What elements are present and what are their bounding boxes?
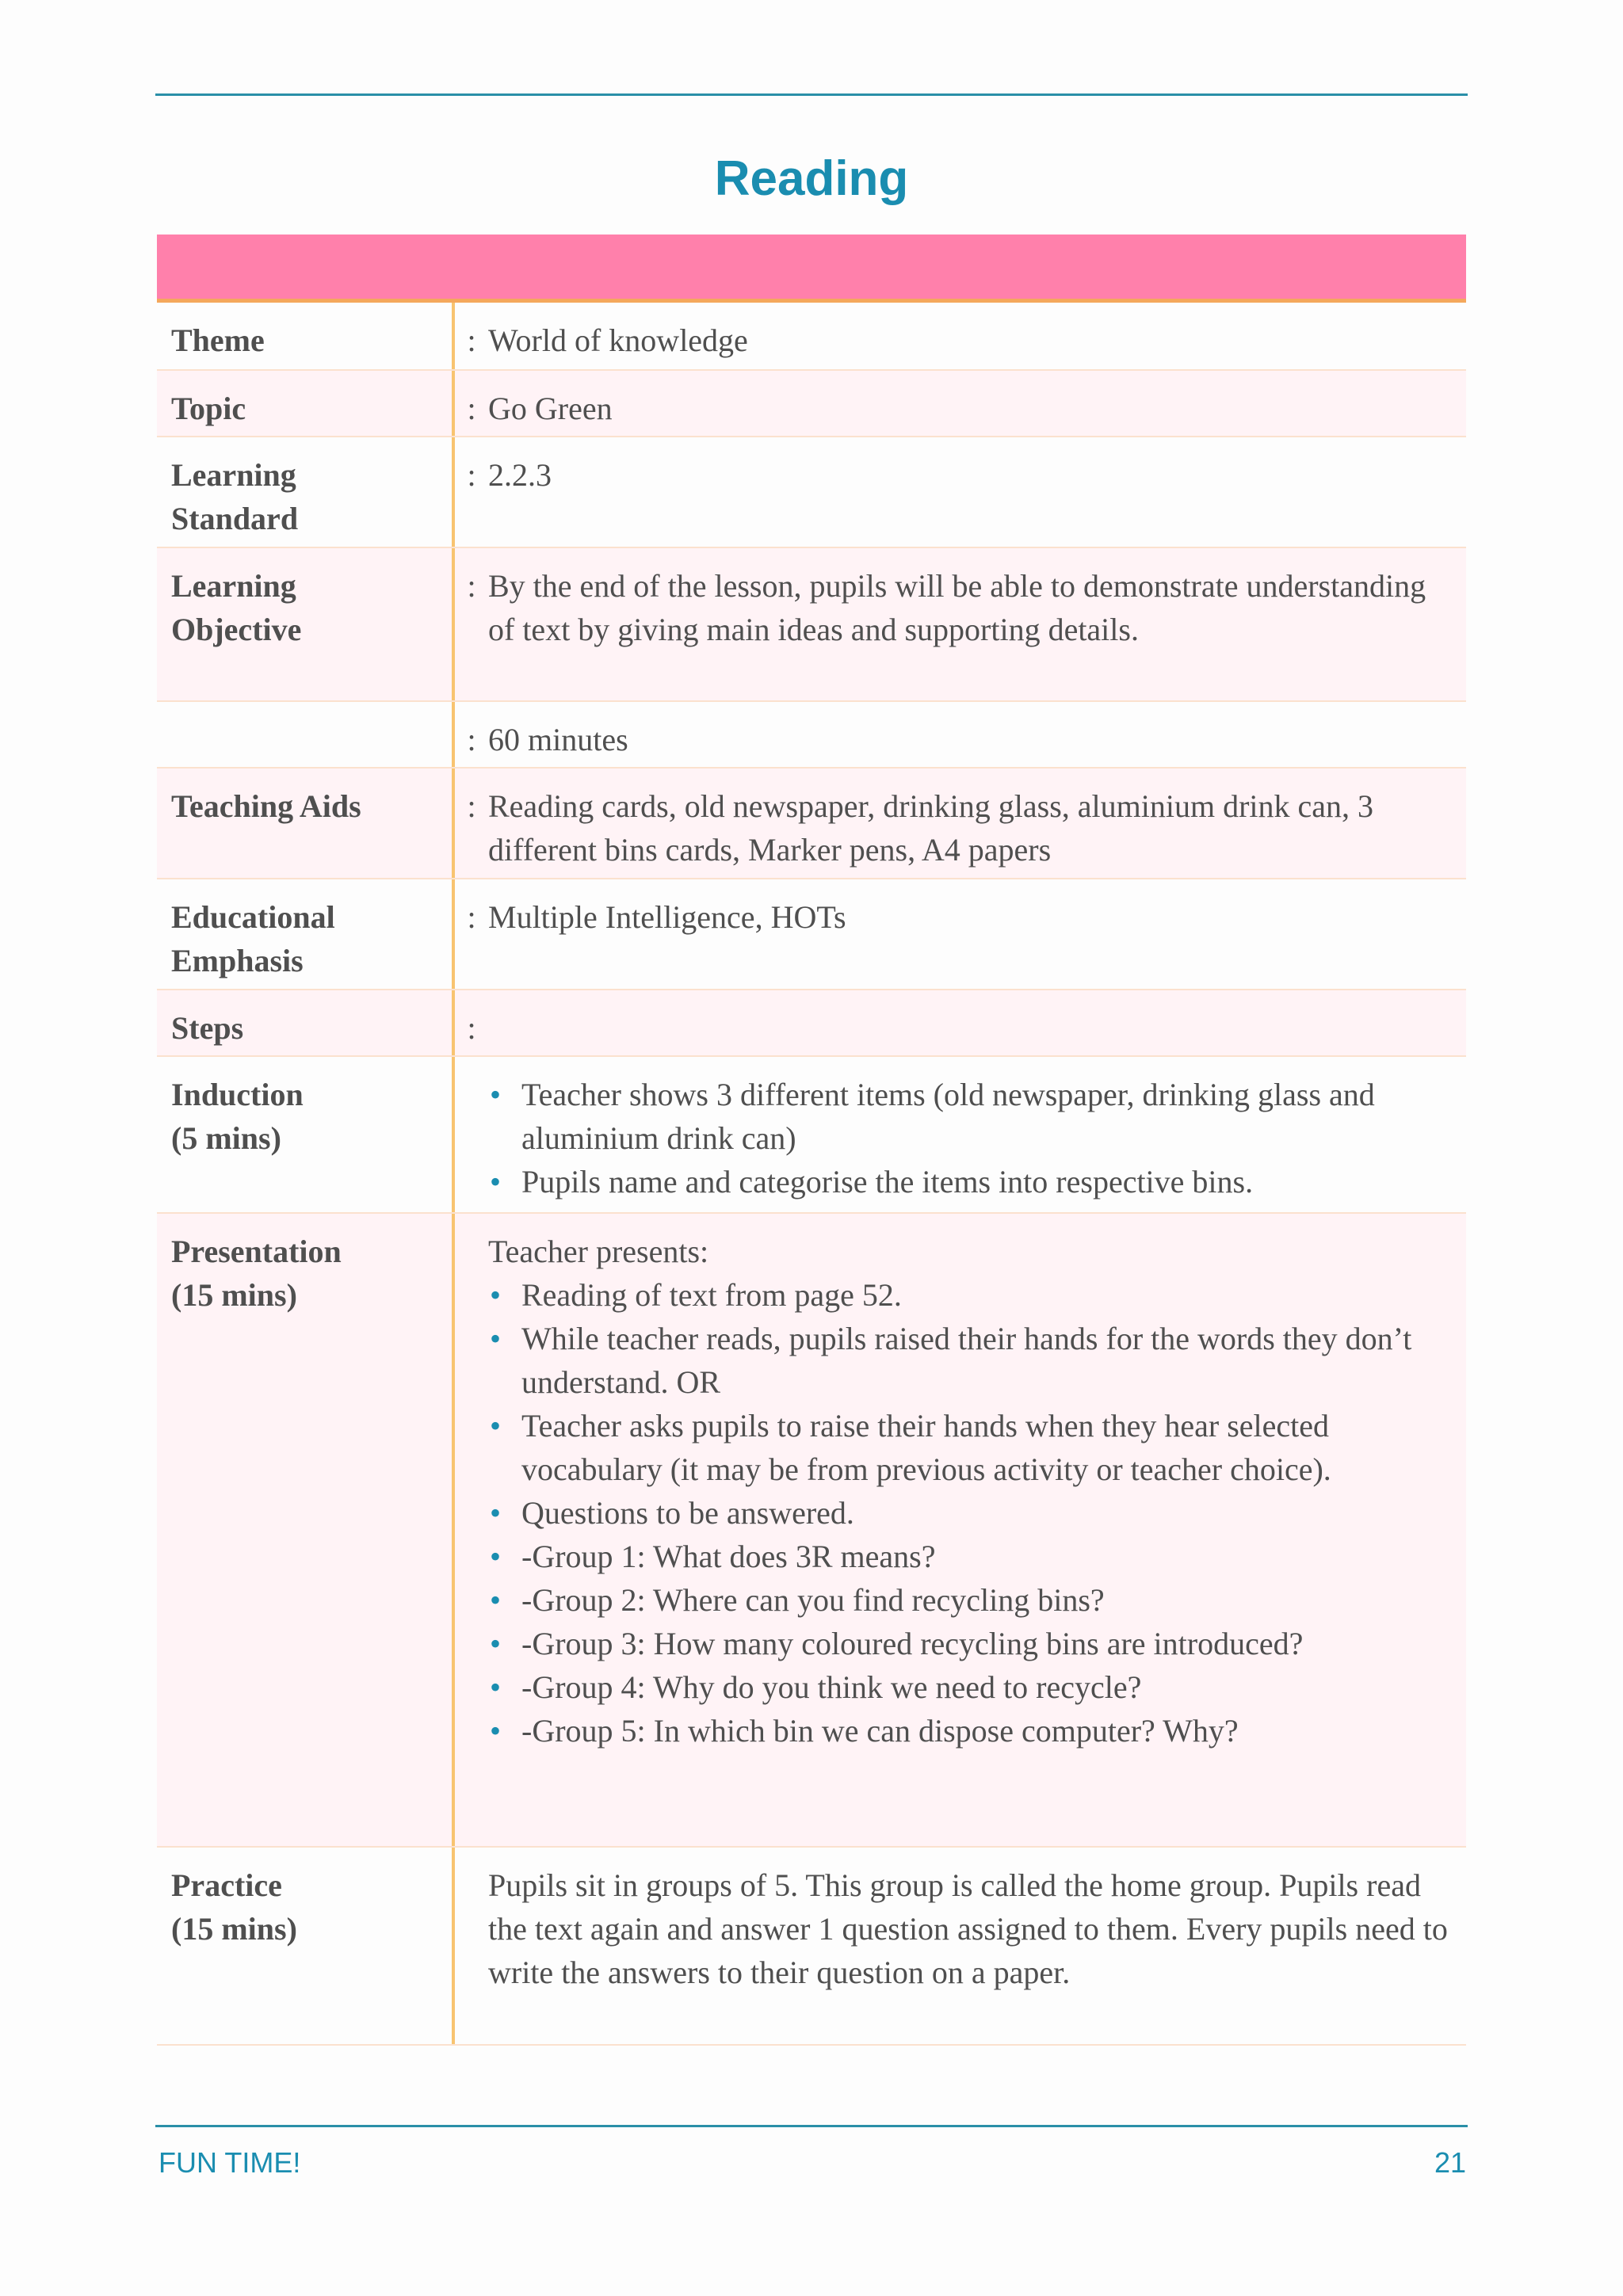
page-title: Reading	[714, 151, 909, 206]
table-row-practice	[157, 1848, 1466, 2046]
row-label	[157, 1057, 455, 1212]
list-item: • Teacher asks pupils to raise their hands when they hear selected vocabulary (it may be from previous activity or teacher choice).	[488, 1404, 1453, 1491]
table-row-teaching-aids	[157, 769, 1466, 879]
row-label	[157, 1214, 455, 1846]
row-colon: :	[467, 1010, 476, 1046]
footer-book-title: FUN TIME!	[158, 2146, 301, 2179]
table-row-presentation	[157, 1214, 1466, 1848]
step-name: Practice	[171, 1867, 282, 1903]
step-name: Induction	[171, 1077, 304, 1112]
presentation-bullet-list	[488, 1273, 1453, 1753]
row-value: Reading cards, old newspaper, drinking glass, aluminium drink can, 3 different bins cards, Marker pens, A4 papers	[488, 788, 1374, 868]
top-divider	[155, 93, 1468, 96]
step-duration: (15 mins)	[171, 1911, 297, 1947]
row-value: By the end of the lesson, pupils will be able to demonstrate understanding of text by giving main ideas and supporting details.	[488, 568, 1426, 647]
row-value: 2.2.3	[488, 457, 552, 493]
page-number: 21	[1434, 2146, 1466, 2179]
row-label: Topic	[157, 371, 455, 436]
table-row-theme	[157, 303, 1466, 371]
table-row-learning-standard	[157, 437, 1466, 548]
row-colon-spacer	[455, 1057, 488, 1212]
list-item: • Reading of text from page 52.	[488, 1273, 1453, 1317]
step-duration: (15 mins)	[171, 1277, 297, 1313]
list-item: • Questions to be answered.	[488, 1491, 1453, 1535]
table-row-topic	[157, 371, 1466, 437]
row-colon: :	[467, 391, 476, 426]
row-colon-spacer	[455, 1214, 488, 1846]
row-label: Learning Standard	[157, 437, 455, 547]
induction-bullet-list	[488, 1073, 1453, 1203]
table-row-learning-objective	[157, 548, 1466, 702]
row-value: World of knowledge	[488, 322, 748, 358]
bottom-divider	[155, 2125, 1468, 2127]
lesson-table	[157, 303, 1466, 2046]
header-band	[157, 235, 1466, 303]
row-value: 60 minutes	[488, 722, 628, 757]
row-label: Teaching Aids	[157, 769, 455, 878]
list-item: • While teacher reads, pupils raised their hands for the words they don’t understand. OR	[488, 1317, 1453, 1404]
row-colon: :	[467, 788, 476, 824]
list-item: • -Group 3: How many coloured recycling bins are introduced?	[488, 1622, 1453, 1665]
row-label	[157, 1848, 455, 2044]
row-value: Go Green	[488, 391, 613, 426]
list-item: • Pupils name and categorise the items into respective bins.	[488, 1160, 1453, 1203]
row-colon-spacer	[455, 1848, 488, 2044]
list-item: • -Group 4: Why do you think we need to recycle?	[488, 1665, 1453, 1709]
row-label: Steps	[157, 990, 455, 1055]
step-duration: (5 mins)	[171, 1120, 281, 1156]
row-colon: :	[467, 457, 476, 493]
list-item: • -Group 2: Where can you find recycling bins?	[488, 1578, 1453, 1622]
row-value	[488, 990, 1466, 1055]
table-row-duration	[157, 702, 1466, 769]
row-value	[488, 1057, 1466, 1212]
row-colon: :	[467, 568, 476, 604]
list-item: • -Group 1: What does 3R means?	[488, 1535, 1453, 1578]
row-label	[157, 702, 455, 767]
row-label: Educational Emphasis	[157, 879, 455, 989]
row-value	[488, 1214, 1466, 1846]
row-colon: :	[467, 899, 476, 935]
step-name: Presentation	[171, 1234, 342, 1269]
row-label: Learning Objective	[157, 548, 455, 700]
list-item: • -Group 5: In which bin we can dispose computer? Why?	[488, 1709, 1453, 1753]
row-value: Pupils sit in groups of 5. This group is called the home group. Pupils read the text again and answer 1 question assigned to them. Every pupils need to write the answers to their question on a paper.	[488, 1867, 1448, 1990]
row-colon: :	[467, 322, 476, 358]
list-item: • Teacher shows 3 different items (old newspaper, drinking glass and aluminium drink can)	[488, 1073, 1453, 1160]
presentation-intro: Teacher presents:	[488, 1234, 709, 1269]
row-value: Multiple Intelligence, HOTs	[488, 899, 846, 935]
table-row-educational-emphasis	[157, 879, 1466, 990]
row-colon: :	[467, 722, 476, 757]
row-label: Theme	[157, 303, 455, 369]
table-row-steps	[157, 990, 1466, 1057]
table-row-induction	[157, 1057, 1466, 1214]
